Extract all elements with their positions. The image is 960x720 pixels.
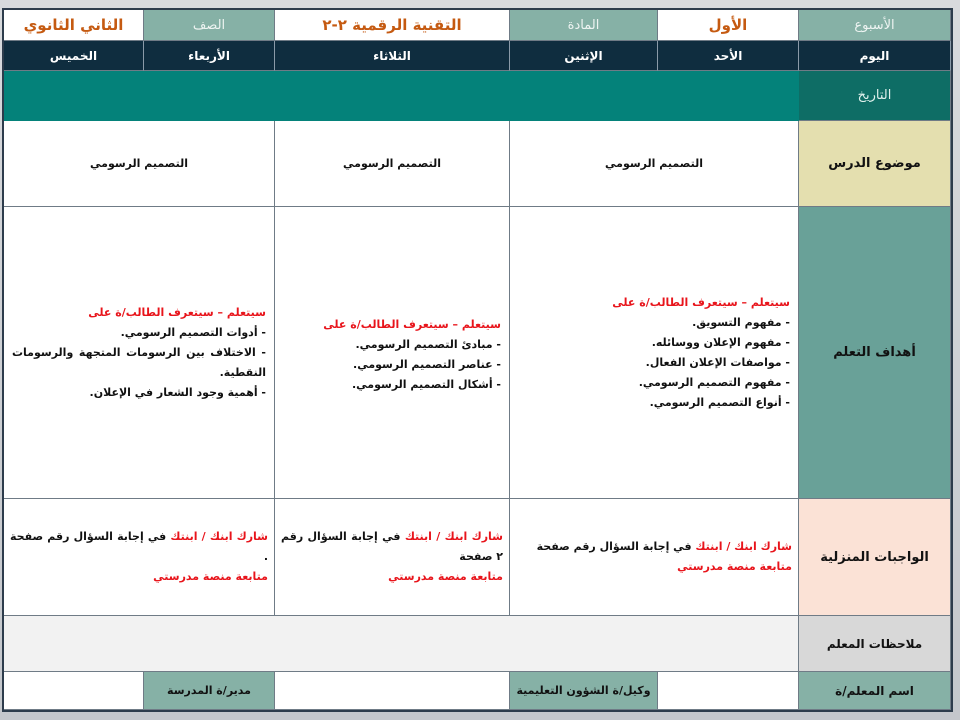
homework-col2[interactable] <box>275 499 510 616</box>
weekly-plan-table <box>2 8 953 712</box>
homework-col3[interactable] <box>4 499 275 616</box>
week-value[interactable]: الأول <box>658 10 799 41</box>
objective-item: - أنواع التصميم الرسومي. <box>649 395 790 409</box>
lesson-topic-label: موضوع الدرس <box>799 121 951 207</box>
teacher-notes-label: ملاحظات المعلم <box>799 616 951 672</box>
objective-item: - أهمية وجود الشعار في الإعلان. <box>89 386 266 399</box>
homework-question-text: في إجابة السؤال رقم ٢ صفحة <box>281 530 503 563</box>
objective-item: - أدوات التصميم الرسومي. <box>120 326 266 339</box>
homework-platform-text: متابعة منصة مدرستي <box>153 570 268 583</box>
lesson-topic-col1[interactable]: التصميم الرسومي <box>510 121 799 207</box>
principal-label: مدير/ة المدرسة <box>144 672 275 710</box>
objective-item: - مفهوم التصميم الرسومي. <box>638 375 790 389</box>
deputy-signature-field[interactable] <box>275 672 510 710</box>
objective-item: - مفهوم التسويق. <box>692 315 790 329</box>
objectives-list-col3 <box>4 303 274 403</box>
day-label: اليوم <box>799 41 951 71</box>
objectives-intro: سيتعلم – سيتعرف الطالب/ة على <box>323 318 501 331</box>
subject-value[interactable]: التقنية الرقمية ٢-٢ <box>275 10 510 41</box>
objectives-list-col2 <box>275 315 509 395</box>
objective-item: - أشكال التصميم الرسومي. <box>351 378 501 391</box>
objectives-list-col1 <box>510 293 798 413</box>
homework-text-col2 <box>275 527 509 587</box>
objective-item: - عناصر التصميم الرسومي. <box>353 358 501 371</box>
homework-platform-text: متابعة منصة مدرستي <box>388 570 503 583</box>
homework-share-text: شارك ابنك / ابنتك <box>404 530 503 543</box>
objectives-col2[interactable] <box>275 207 510 499</box>
day-monday: الإثنين <box>510 41 658 71</box>
teacher-name-field[interactable] <box>658 672 799 710</box>
learning-objectives-label: أهداف التعلم <box>799 207 951 499</box>
date-input-bar[interactable] <box>4 71 799 121</box>
date-label: التاريخ <box>799 71 951 121</box>
homework-question-text: في إجابة السؤال رقم صفحة . <box>10 530 268 563</box>
homework-question-text: في إجابة السؤال رقم صفحة <box>536 540 696 553</box>
objectives-col3[interactable] <box>4 207 275 499</box>
objective-item: - مفهوم الإعلان ووسائله. <box>651 335 790 349</box>
day-wednesday: الأربعاء <box>144 41 275 71</box>
homework-platform-text: متابعة منصة مدرستي <box>677 560 792 573</box>
day-thursday: الخميس <box>4 41 144 71</box>
objectives-intro: سيتعلم – سيتعرف الطالب/ة على <box>612 295 790 309</box>
day-sunday: الأحد <box>658 41 799 71</box>
grade-value[interactable]: الثاني الثانوي <box>4 10 144 41</box>
objectives-intro: سيتعلم – سيتعرف الطالب/ة على <box>88 306 266 319</box>
objective-item: - مواصفات الإعلان الفعال. <box>645 355 790 369</box>
homework-label: الواجبات المنزلية <box>799 499 951 616</box>
week-label: الأسبوع <box>799 10 951 41</box>
homework-share-text: شارك ابنك / ابنتك <box>695 540 792 553</box>
homework-share-text: شارك ابنك / ابنتك <box>170 530 268 543</box>
homework-text-col3 <box>4 527 274 587</box>
teacher-notes-field[interactable] <box>4 616 799 672</box>
objectives-col1[interactable] <box>510 207 799 499</box>
objective-item: - مبادئ التصميم الرسومي. <box>355 338 501 351</box>
lesson-topic-col3[interactable]: التصميم الرسومي <box>4 121 275 207</box>
homework-text-col1 <box>510 537 798 577</box>
teacher-name-label: اسم المعلم/ة <box>799 672 951 710</box>
deputy-label: وكيل/ة الشؤون التعليمية <box>510 672 658 710</box>
subject-label: المادة <box>510 10 658 41</box>
grade-label: الصف <box>144 10 275 41</box>
lesson-topic-col2[interactable]: التصميم الرسومي <box>275 121 510 207</box>
objective-item: - الاختلاف بين الرسومات المتجهة والرسومات النقطية. <box>12 346 266 379</box>
day-tuesday: الثلاثاء <box>275 41 510 71</box>
homework-col1[interactable] <box>510 499 799 616</box>
principal-signature-field[interactable] <box>4 672 144 710</box>
